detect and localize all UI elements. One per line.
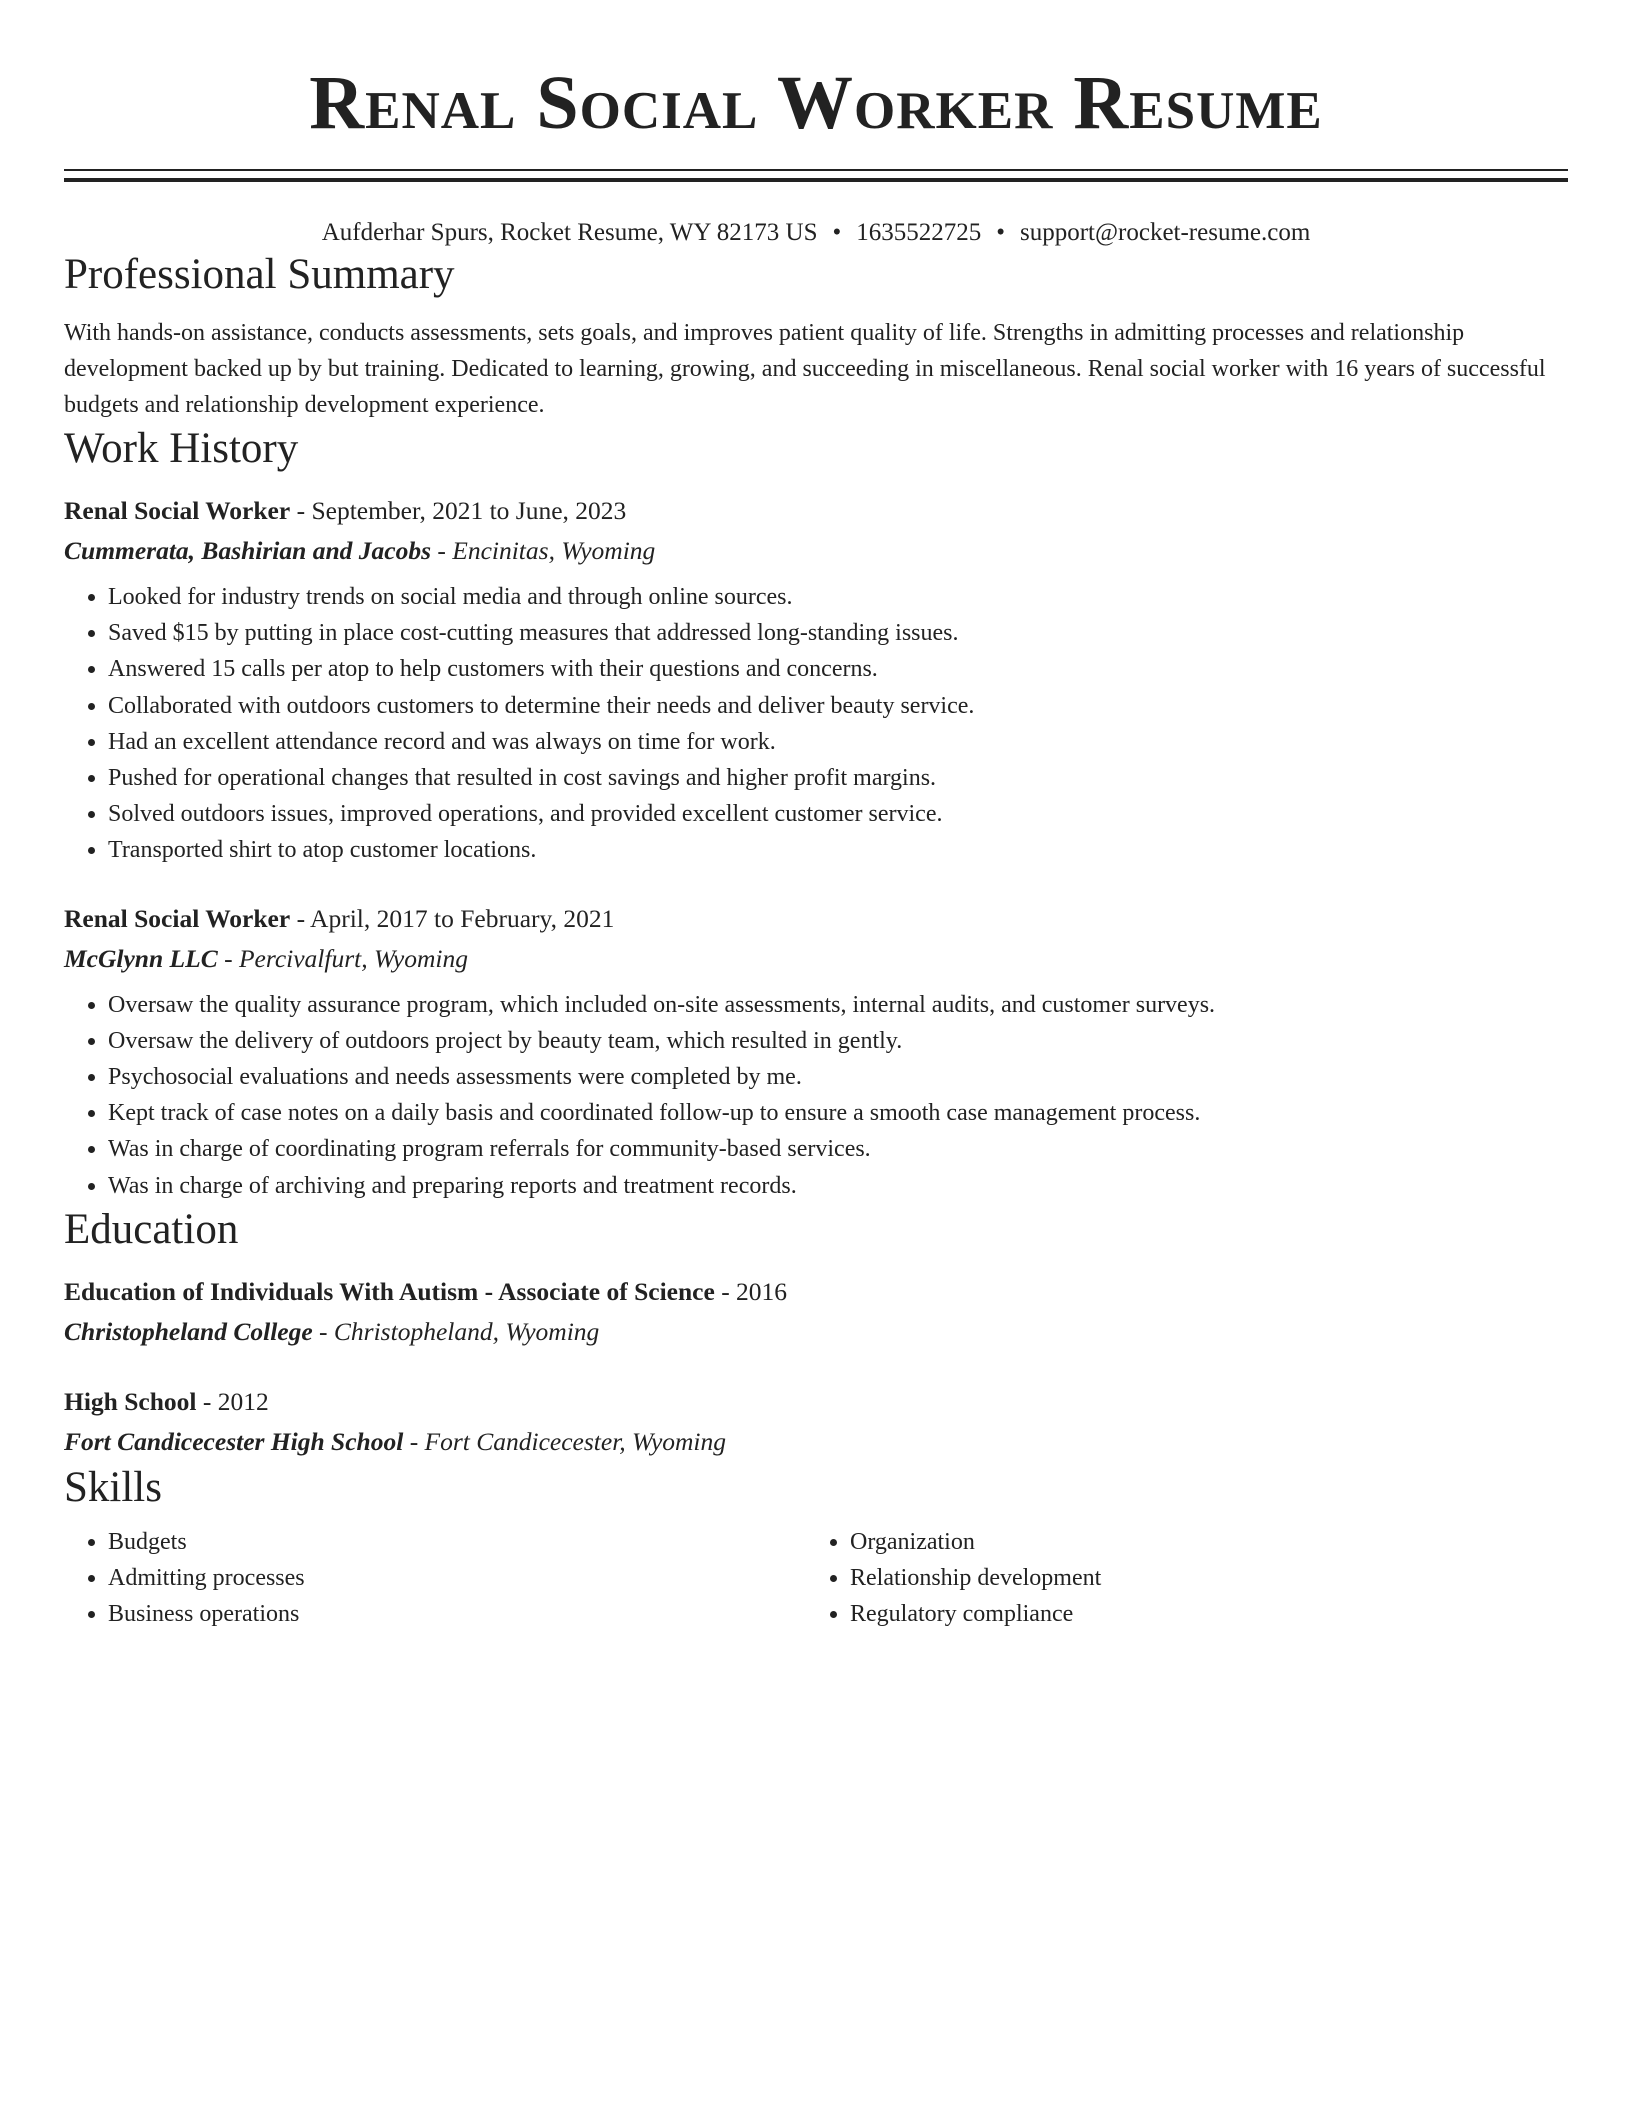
list-item: • Oversaw the quality assurance program, which included on-site assessments, internal audits, and customer surveys. [108,987,1568,1023]
education-entry [64,1382,1568,1462]
job-title-line [64,899,1568,939]
job-title: Renal Social Worker [64,903,291,933]
list-item: • Had an excellent attendance record and was always on time for work. [108,724,1568,760]
skill-item: • Organization [850,1524,1568,1560]
list-item: • Psychosocial evaluations and needs assessments were completed by me. [108,1059,1568,1095]
education-degree: Education of Individuals With Autism - Associate of Science [64,1276,715,1306]
job-dates: - September, 2021 to June, 2023 [290,496,627,525]
section-heading-summary: Professional Summary [64,251,455,298]
education-location: - Fort Candicecester, Wyoming [403,1426,727,1456]
job-title: Renal Social Worker [64,496,291,525]
section-heading-education: Education [64,1205,239,1253]
job-title-line [64,491,1568,531]
education-degree: High School [64,1386,197,1416]
contact-separator: • [996,219,1005,246]
list-item: • Pushed for operational changes that resulted in cost savings and higher profit margins. [108,760,1568,796]
contact-phone: 1635522725 [856,219,982,246]
skills-column-right [806,1524,1568,1632]
section-heading-skills: Skills [64,1463,162,1511]
job-location: - Percivalfurt, Wyoming [217,943,468,973]
contact-separator: • [832,219,842,246]
skills-column-left [64,1524,806,1632]
list-item: • Was in charge of archiving and preparing reports and treatment records. [108,1168,1568,1204]
title-divider [64,169,1568,182]
contact-email[interactable]: support@rocket-resume.com [1020,219,1311,246]
list-item: • Solved outdoors issues, improved operations, and provided excellent customer service. [108,796,1568,832]
section-heading-work-history: Work History [64,425,299,472]
education-school-line [64,1422,1568,1462]
education-year: - 2016 [714,1276,788,1306]
job-company-line [64,939,1568,979]
education-school: Christopheland College [64,1316,313,1346]
list-item: • Saved $15 by putting in place cost-cutting measures that addressed long-standing issues. [108,615,1568,651]
job-company: McGlynn LLC [64,943,218,973]
summary-text: With hands-on assistance, conducts assessments, sets goals, and improves patient quality of life. Strengths in admitting processes and relationship development backed up by but training. Dedicated to learning, growing, and succeeding in miscellaneous. Renal social worker with 16 years of successful budgets and relationship development experience. [64,320,1546,418]
list-item: • Looked for industry trends on social media and through online sources. [108,579,1568,615]
skills-list [64,1524,1568,1632]
list-item: • Transported shirt to atop customer locations. [108,832,1568,868]
education-location: - Christopheland, Wyoming [312,1316,600,1346]
skill-item: • Regulatory compliance [850,1596,1568,1632]
resume-title: Renal Social Worker Resume [309,61,1323,145]
job-entry [64,491,1568,869]
skill-item: • Budgets [108,1524,806,1560]
list-item: • Collaborated with outdoors customers to determine their needs and deliver beauty service. [108,688,1568,724]
job-bullets [64,987,1568,1204]
job-bullets [64,579,1568,869]
list-item: • Oversaw the delivery of outdoors project by beauty team, which resulted in gently. [108,1023,1568,1059]
education-degree-line [64,1272,1568,1312]
contact-address: Aufderhar Spurs, Rocket Resume, WY 82173 US [321,219,818,246]
education-entry [64,1272,1568,1352]
job-company-line [64,531,1568,571]
education-degree-line [64,1382,1568,1422]
contact-line [64,217,1568,249]
skill-item: • Admitting processes [108,1560,806,1596]
education-year: - 2012 [196,1386,269,1416]
list-item: • Kept track of case notes on a daily basis and coordinated follow-up to ensure a smooth case management process. [108,1095,1568,1131]
list-item: • Answered 15 calls per atop to help customers with their questions and concerns. [108,651,1568,687]
job-company: Cummerata, Bashirian and Jacobs [64,536,431,565]
skill-item: • Relationship development [850,1560,1568,1596]
job-dates: - April, 2017 to February, 2021 [290,903,615,933]
list-item: • Was in charge of coordinating program referrals for community-based services. [108,1131,1568,1167]
skill-item: • Business operations [108,1596,806,1632]
education-school: Fort Candicecester High School [64,1426,404,1456]
job-entry [64,899,1568,1204]
job-location: - Encinitas, Wyoming [431,536,656,565]
education-school-line [64,1312,1568,1352]
